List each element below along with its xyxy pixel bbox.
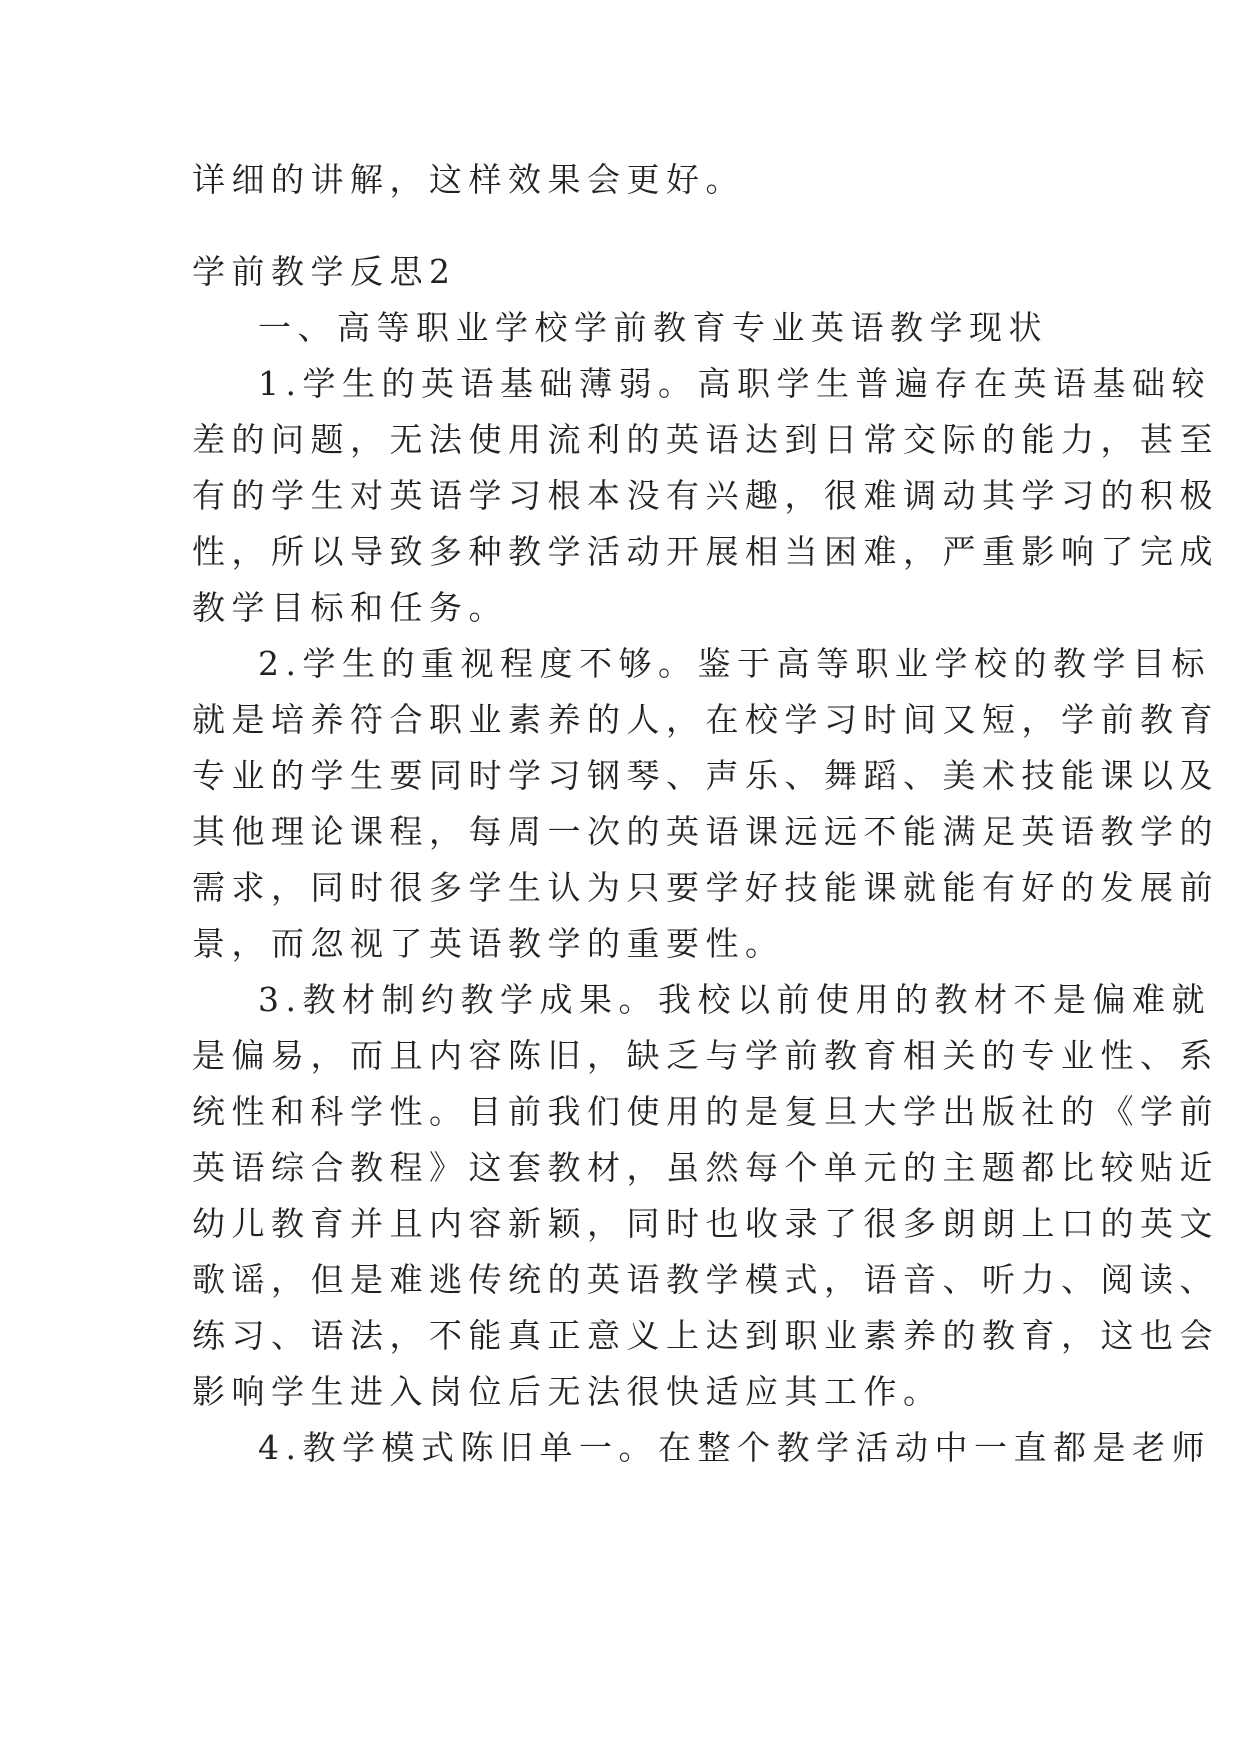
paragraph-line: 4.教学模式陈旧单一。在整个教学活动中一直都是老师: [258, 1428, 1211, 1467]
paragraph-line: 是偏易，而且内容陈旧，缺乏与学前教育相关的专业性、系: [192, 1036, 1219, 1075]
paragraph-line: 3.教材制约教学成果。我校以前使用的教材不是偏难就: [258, 980, 1211, 1019]
paragraph-line: 影响学生进入岗位后无法很快适应其工作。: [192, 1372, 943, 1411]
paragraph-line: 1.学生的英语基础薄弱。高职学生普遍存在英语基础较: [258, 364, 1211, 403]
paragraph-line: 练习、语法，不能真正意义上达到职业素养的教育，这也会: [192, 1316, 1219, 1355]
paragraph-line: 英语综合教程》这套教材，虽然每个单元的主题都比较贴近: [192, 1148, 1219, 1187]
paragraph-line: 其他理论课程，每周一次的英语课远远不能满足英语教学的: [192, 812, 1219, 851]
paragraph-line: 需求，同时很多学生认为只要学好技能课就能有好的发展前: [192, 868, 1219, 907]
paragraph-line: 差的问题，无法使用流利的英语达到日常交际的能力，甚至: [192, 420, 1219, 459]
paragraph-line: 专业的学生要同时学习钢琴、声乐、舞蹈、美术技能课以及: [192, 756, 1219, 795]
paragraph-line: 统性和科学性。目前我们使用的是复旦大学出版社的《学前: [192, 1092, 1219, 1131]
paragraph-line: 幼儿教育并且内容新颖，同时也收录了很多朗朗上口的英文: [192, 1204, 1219, 1243]
subheading: 一、高等职业学校学前教育专业英语教学现状: [258, 308, 1048, 347]
paragraph-line: 性，所以导致多种教学活动开展相当困难，严重影响了完成: [192, 532, 1219, 571]
text-line: 详细的讲解，这样效果会更好。: [192, 160, 745, 199]
paragraph-line: 就是培养符合职业素养的人，在校学习时间又短，学前教育: [192, 700, 1219, 739]
section-heading: 学前教学反思2: [192, 252, 457, 291]
paragraph-line: 景，而忽视了英语教学的重要性。: [192, 924, 785, 963]
paragraph-line: 教学目标和任务。: [192, 588, 508, 627]
paragraph-line: 2.学生的重视程度不够。鉴于高等职业学校的教学目标: [258, 644, 1211, 683]
paragraph-line: 有的学生对英语学习根本没有兴趣，很难调动其学习的积极: [192, 476, 1219, 515]
paragraph-line: 歌谣，但是难逃传统的英语教学模式，语音、听力、阅读、: [192, 1260, 1219, 1299]
